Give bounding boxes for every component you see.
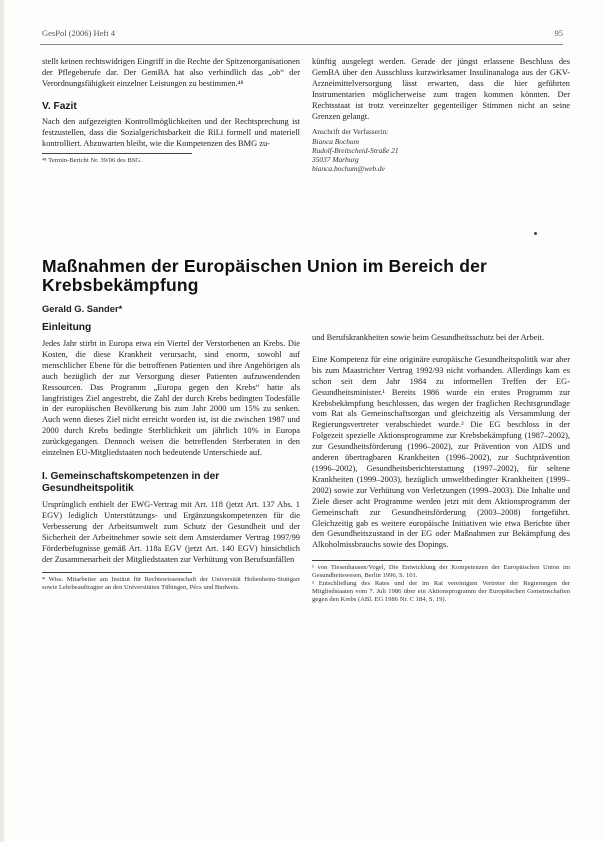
page-edge-shadow: [0, 0, 4, 842]
footnote-1: ¹ von Tiesenhausen/Vogel, Die Entwicklung der Kompetenzen der Europäischen Union im Gesundheitswesen, Berlin 1996, S. 101.: [312, 564, 570, 580]
author-address: [312, 127, 570, 173]
article-author: Gerald G. Sander*: [42, 303, 123, 314]
author-name: Bianca Bochum: [312, 136, 359, 146]
article-title: [42, 257, 542, 295]
fazit-paragraph: Nach den aufgezeigten Kontrollmöglichkeiten und der Rechtsprechung ist festzustellen, dass die Sozialgerichtsbarkeit die RiLi formell und materiell kontrolliert. Abzuwarten bleibt, wie die Kompetenzen des BMG zu-: [42, 116, 300, 148]
footnote-2: ² Entschließung des Rates und der im Rat vereinigten Vertreter der Regierungen der Mitgliedstaaten vom 7. Juli 1986 über ein Aktionsprogramm der Europäischen Gemeinschaften gegen den Krebs (ABl. EG 1986 Nr. C 184, S. 19).: [312, 580, 570, 604]
prev-article-right-column: [312, 57, 570, 173]
prev-paragraph-right: künftig ausgelegt werden. Gerade der jüngst erlassene Beschluss des GemBA über den Ausschluss kurzwirksamer Insulinanaloga aus der GKV-Arzneimittelversorgung lässt erwarten, dass die hier geführten Instrumentarien möglicherweise zum tragen kommen könnten. Der Rechtsstaat ist trotz vereinzelter gegenteiliger Stimmen nicht an seine Grenzen gelangt.: [312, 57, 570, 121]
prev-article-left-column: [42, 57, 300, 165]
article-right-column: [312, 333, 570, 604]
footnote-rule-article: [42, 572, 192, 573]
footnote-rule-right: [312, 560, 462, 561]
section-1-paragraph: Ursprünglich enthielt der EWG-Vertrag mit Art. 118 (jetzt Art. 137 Abs. 1 EGV) lediglich Unterstützungs- und Ergänzungskompetenzen für die Verbesserung der Arbeitsumwelt zum Schutz der Gesundheit und der Sicherheit der Arbeitnehmer sowie seit dem Amsterdamer Vertrag 1997/99 Förderbefugnisse gemäß Art. 118a EGV (jetzt Art. 140 EGV) hinsichtlich der Zusammenarbeit der Mitgliedstaaten zur Verhütung von Berufsunfällen: [42, 499, 300, 564]
section-1-heading-line-1: I. Gemeinschaftskompetenzen in der: [42, 470, 220, 482]
fazit-heading: V. Fazit: [42, 100, 77, 112]
footnote-48: ⁴⁸ Termin-Bericht Nr. 39/06 des BSG.: [42, 157, 142, 165]
author-city: 35037 Marburg: [312, 155, 359, 165]
section-1-continued: und Berufskrankheiten sowie beim Gesundheitsschutz bei der Arbeit.: [312, 333, 545, 342]
competence-paragraph: Eine Kompetenz für eine originäre europäische Gesundheitspolitik war aber bis zum Maastrichter Vertrag 1992/93 nicht vorhanden. Allerdings kam es schon seit dem Jahr 1984 zu informellen Treffen der EG-Gesundheitsminister.¹ Bereits 1986 wurde ein erstes Programm zur Krebsbekämpfung beschlossen, das wegen der fraglichen Rechtsgrundlage vom Rat als Gemeinschaftsorgan und gleichzeitig als Versammlung der Regierungsvertreter verabschiedet wurde.² Die EG beschloss in der Folgezeit spezielle Aktionsprogramme zur Krebsbekämpfung (1987–2002), zur Gesundheitsförderung (1996–2002), zur Prävention von AIDS und anderen übertragbaren Krankheiten (1996–2002), zur Suchtprävention (1996–2002), Gesundheitsberichterstattung (1997–2002), für seltene Krankheiten (1999–2003), bezüglich umweltbedingter Krankheiten (1999–2002) sowie zur Verhütung von Verletzungen (1999–2003). Die Inhalte und Ziele dieser acht Programme werden jetzt mit dem Aktionsprogramm der Gemeinschaft zur Gesundheitsförderung (2003–2008) fortgeführt. Gleichzeitig gab es weitere europäische Initiativen wie etwa Berichte über den Gesundheitszustand in der EG oder Maßnahmen zur Bekämpfung des Alkoholmissbrauchs sowie des Dopings.: [312, 354, 570, 550]
header-rule: [40, 44, 563, 45]
end-mark: [534, 232, 537, 235]
section-1-heading-line-2: Gesundheitspolitik: [42, 482, 134, 494]
author-street: Rudolf-Breitscheid-Straße 21: [312, 145, 399, 155]
prev-paragraph: stellt keinen rechtswidrigen Eingriff in die Rechte der Spitzenorganisationen der Pflegeberufe dar. Der GemBA hat also verbindlich das „ob“ der Verordnungsfähigkeit einzelner Leistungen zu bestimmen.⁴⁸: [42, 57, 300, 88]
article-title-line-2: Krebsbekämpfung: [42, 275, 199, 295]
author-address-label: Anschrift der Verfasserin:: [312, 127, 389, 137]
footnote-author: * Wiss. Mitarbeiter am Institut für Rechtswissenschaft der Universität Hohenheim-Stuttgart sowie Lehrbeauftragter an den Universitäten Tübingen, Pécs und Budweis.: [42, 576, 300, 592]
article-left-column: [42, 322, 300, 592]
page-number: 95: [554, 28, 563, 38]
journal-issue: GesPol (2006) Heft 4: [42, 28, 115, 38]
author-email: bianca.bochum@web.de: [312, 164, 385, 174]
running-header: [42, 28, 563, 42]
article-title-line-1: Maßnahmen der Europäischen Union im Bereich der: [42, 256, 488, 276]
section-1-heading: [42, 471, 300, 495]
intro-paragraph: Jedes Jahr stirbt in Europa etwa ein Viertel der Verstorbenen an Krebs. Die Kosten, die diese Krankheit verursacht, sind enorm, sowohl auf menschlicher Ebene für die betroffenen Patienten und ihre Angehörigen als auch bezüglich der zur Versorgung dieser Patienten aufzuwendenden Ressourcen. Das Programm „Europa gegen den Krebs“ hatte als langfristiges Ziel angestrebt, die Zahl der durch Krebs bedingten Todesfälle in der europäischen Bevölkerung bis zum Jahr 2000 um 15% zu senken. Auch wenn dieses Ziel nicht erreicht worden ist, ist die zwischen 1987 und 2000 durch Krebs bedingte Sterblichkeit um jährlich 10% in Europa zurückgegangen. Dennoch weisen die betreffenden Sterberaten in den einzelnen EU-Mitgliedstaaten noch bedeutende Unterschiede auf.: [42, 339, 300, 458]
intro-heading: Einleitung: [42, 322, 92, 333]
footnote-rule: [42, 153, 192, 154]
